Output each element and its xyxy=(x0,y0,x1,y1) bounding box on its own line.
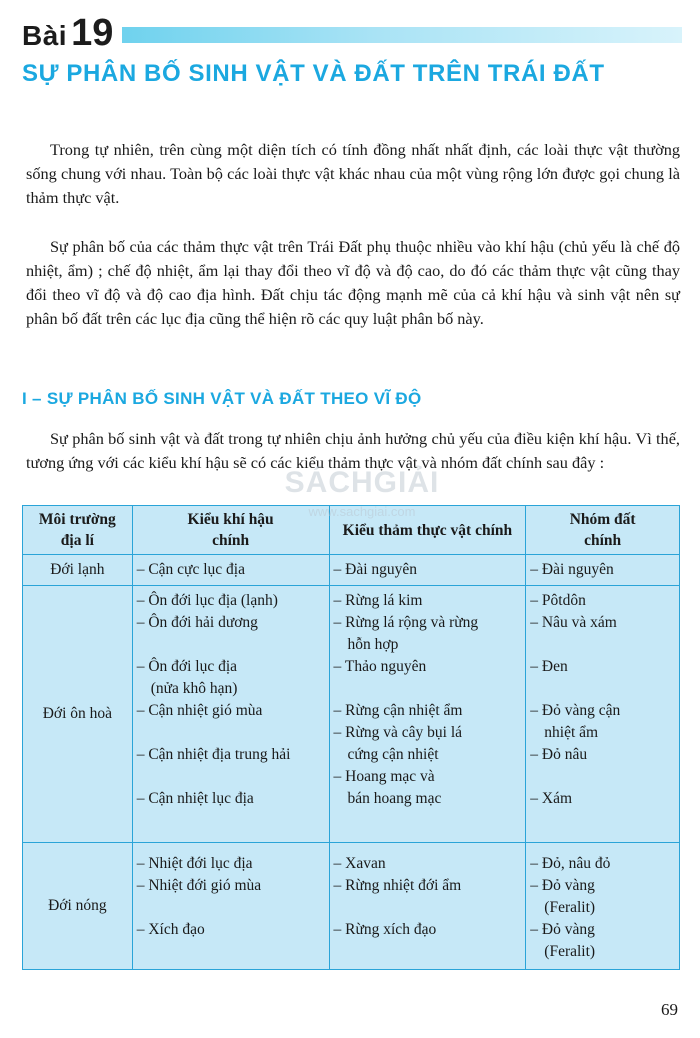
header-climate: Kiểu khí hậu chính xyxy=(132,506,329,555)
soil-item: – Đỏ vàng xyxy=(530,921,595,938)
cell-env: Đới nóng xyxy=(23,843,133,970)
lesson-word: Bài xyxy=(22,20,68,51)
soil-item: – Xám xyxy=(530,790,573,807)
soil-item: (Feralit) xyxy=(544,899,596,916)
paragraph-distribution: Sự phân bố của các thảm thực vật trên Trái Đất phụ thuộc nhiều vào khí hậu (chủ yếu là chế độ nhiệt, ẩm) ; chế độ nhiệt, ẩm lại thay đổi theo vĩ độ và độ cao, do đó các thảm thực vật cũng thay đổi theo vĩ độ và độ cao địa hình. Đất chịu tác động mạnh mẽ của cả khí hậu và sinh vật nên sự phân bố đất trên các lục địa cũng thể hiện rõ các quy luật phân bố này. xyxy=(26,237,680,328)
section-intro: Sự phân bố sinh vật và đất trong tự nhiên chịu ảnh hưởng chủ yếu của điều kiện khí hậu. Vì thế, tương ứng với các kiểu khí hậu sẽ có các kiểu thảm thực vật và nhóm đất chính sau đây : xyxy=(26,429,680,472)
table-row xyxy=(23,843,680,970)
vegetation-item: – Rừng cận nhiệt ẩm xyxy=(333,702,463,719)
vegetation-item: – Rừng và cây bụi lá xyxy=(333,724,463,741)
cell-soil xyxy=(526,843,680,970)
vegetation-item: – Hoang mạc và xyxy=(333,768,435,785)
cell-vegetation xyxy=(329,843,526,970)
table-body xyxy=(23,555,680,970)
vegetation-item: – Rừng xích đạo xyxy=(333,921,437,938)
header-vegetation: Kiểu thảm thực vật chính xyxy=(329,506,526,555)
soil-item: – Nâu và xám xyxy=(530,614,617,631)
cell-env: Đới ôn hoà xyxy=(23,586,133,843)
climate-item: – Ôn đới lục địa (lạnh) xyxy=(136,592,278,609)
table-row xyxy=(23,555,680,586)
vegetation-item: – Rừng nhiệt đới ẩm xyxy=(333,877,462,894)
cell-climate xyxy=(132,586,329,843)
climate-item: – Ôn đới hải dương xyxy=(136,614,258,631)
soil-item: – Pôtdôn xyxy=(530,592,586,609)
table-header-row xyxy=(23,506,680,555)
paragraph-intro: Trong tự nhiên, trên cùng một diện tích có tính đồng nhất nhất định, các loài thực vật thường sống chung với nhau. Toàn bộ các loài thực vật khác nhau của một vùng rộng lớn được gọi chung là thảm thực vật. xyxy=(26,140,680,207)
cell-vegetation xyxy=(329,555,526,586)
soil-item: – Đỏ nâu xyxy=(530,746,588,763)
climate-item: – Cận nhiệt địa trung hải xyxy=(136,746,291,763)
vegetation-item: – Rừng lá rộng và rừng xyxy=(333,614,479,631)
soil-item: – Đỏ vàng cận xyxy=(530,702,621,719)
lesson-number: 19 xyxy=(71,12,114,54)
cell-env: Đới lạnh xyxy=(23,555,133,586)
watermark-logo: SÁCHGIẢI xyxy=(284,466,440,499)
lesson-title: SỰ PHÂN BỐ SINH VẬT VÀ ĐẤT TRÊN TRÁI ĐẤT xyxy=(22,60,605,87)
climate-item: (nửa khô hạn) xyxy=(150,680,238,697)
soil-item: nhiệt ẩm xyxy=(544,724,599,741)
soil-item: – Đỏ vàng xyxy=(530,877,595,894)
cell-soil xyxy=(526,555,680,586)
watermark-url: www.sachgiai.com xyxy=(308,504,416,519)
vegetation-item: bán hoang mạc xyxy=(347,790,442,807)
soil-item: (Feralit) xyxy=(544,943,596,960)
section-heading: I – SỰ PHÂN BỐ SINH VẬT VÀ ĐẤT THEO VĨ ĐỘ xyxy=(22,389,422,408)
vegetation-item: – Rừng lá kim xyxy=(333,592,423,609)
climate-item: – Xích đạo xyxy=(136,921,205,938)
table-row xyxy=(23,586,680,843)
climate-item: – Cận nhiệt lục địa xyxy=(136,790,254,807)
vegetation-item: – Thảo nguyên xyxy=(333,658,427,675)
cell-climate xyxy=(132,843,329,970)
soil-item: – Đỏ, nâu đỏ xyxy=(530,855,611,872)
cell-climate xyxy=(132,555,329,586)
vegetation-item: – Xavan xyxy=(333,855,386,872)
lesson-header xyxy=(22,14,682,54)
climate-item: – Nhiệt đới lục địa xyxy=(136,855,253,872)
header-bar xyxy=(122,27,682,43)
lesson-label xyxy=(22,14,113,52)
header-soil: Nhóm đất chính xyxy=(526,506,680,555)
soil-item: – Đen xyxy=(530,658,568,675)
climate-item: – Cận cực lục địa xyxy=(136,561,245,578)
distribution-table xyxy=(22,505,680,970)
vegetation-item: – Đài nguyên xyxy=(333,561,418,578)
climate-item: – Ôn đới lục địa xyxy=(136,658,238,675)
cell-vegetation xyxy=(329,586,526,843)
climate-item: – Nhiệt đới gió mùa xyxy=(136,877,262,894)
vegetation-item: hỗn hợp xyxy=(347,636,399,653)
soil-item: – Đài nguyên xyxy=(530,561,614,578)
header-env: Môi trường địa lí xyxy=(23,506,133,555)
vegetation-item: cứng cận nhiệt xyxy=(347,746,439,763)
cell-soil xyxy=(526,586,680,843)
climate-item: – Cận nhiệt gió mùa xyxy=(136,702,263,719)
page-number: 69 xyxy=(661,1000,678,1019)
